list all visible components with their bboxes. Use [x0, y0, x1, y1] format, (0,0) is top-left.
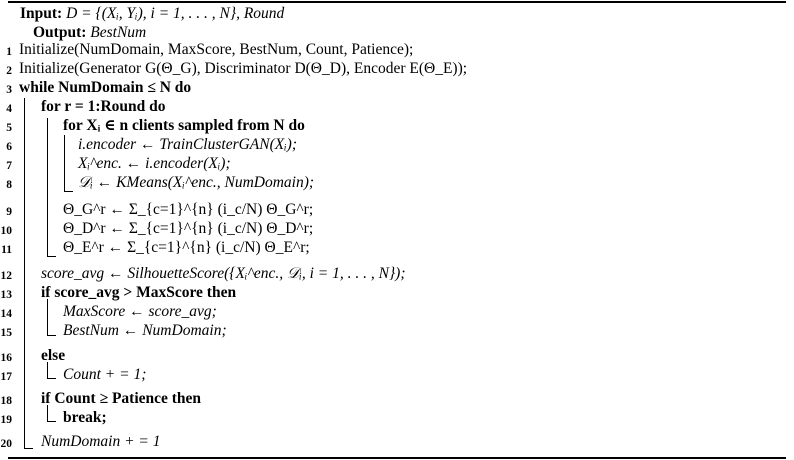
line-number: 8	[6, 179, 12, 191]
line-number: 4	[6, 103, 12, 115]
line-text: NumDomain + = 1	[41, 433, 161, 450]
line-text: Θ_G^r ← Σ_{c=1}^{n} (i_c/N) Θ_G^r;	[63, 201, 314, 218]
for-round-block-gutter	[47, 118, 56, 257]
line-text: Θ_D^r ← Σ_{c=1}^{n} (i_c/N) Θ_D^r;	[63, 220, 314, 237]
if-score-block-gutter	[47, 299, 56, 336]
bottom-rule	[8, 457, 786, 459]
line-text: for r = 1:Round do	[41, 98, 166, 115]
input-label: Input:	[20, 5, 63, 22]
line-number: 12	[0, 270, 12, 282]
line-number: 6	[6, 141, 12, 153]
line-text: while NumDomain ≤ N do	[19, 79, 192, 96]
line-text: Θ_E^r ← Σ_{c=1}^{n} (i_c/N) Θ_E^r;	[63, 239, 310, 256]
line-number: 20	[0, 438, 12, 450]
line-text: Xᵢ^enc. ← i.encoder(Xᵢ);	[78, 155, 231, 172]
line-number: 16	[0, 352, 12, 364]
line-number: 18	[0, 395, 12, 407]
line-text: 𝒟ᵢ ← KMeans(Xᵢ^enc., NumDomain);	[78, 174, 315, 191]
line-text: if Count ≥ Patience then	[41, 390, 202, 407]
line-text: Initialize(NumDomain, MaxScore, BestNum, Count, Patience);	[19, 41, 414, 58]
line-text: if score_avg > MaxScore then	[41, 284, 237, 301]
line-number: 1	[6, 46, 12, 58]
line-number: 5	[6, 122, 12, 134]
line-number: 17	[0, 371, 12, 383]
line-number: 3	[6, 84, 12, 96]
line-number: 2	[6, 65, 12, 77]
for-clients-block-gutter	[64, 135, 73, 192]
line-text: Initialize(Generator G(Θ_G), Discriminator D(Θ_D), Encoder E(Θ_E));	[19, 60, 468, 77]
line-text: break;	[63, 409, 107, 426]
input-expr: D = {(Xᵢ, Yᵢ), i = 1, . . . , N}, Round	[66, 5, 285, 22]
line-number: 13	[0, 289, 12, 301]
line-text: else	[41, 347, 66, 364]
top-rule	[8, 1, 786, 3]
line-text: for Xᵢ ∈ n clients sampled from N do	[63, 117, 305, 134]
while-block-gutter	[24, 98, 33, 449]
line-number: 15	[0, 327, 12, 339]
output-label: Output:	[33, 24, 87, 41]
algorithm-input	[20, 4, 284, 24]
output-expr: BestNum	[90, 24, 147, 41]
line-text: BestNum ← NumDomain;	[63, 322, 227, 339]
line-text: MaxScore ← score_avg;	[63, 303, 217, 320]
line-text: score_avg ← SilhouetteScore({Xᵢ^enc., 𝒟ᵢ, i = 1, . . . , N});	[41, 265, 406, 282]
line-number: 10	[0, 225, 12, 237]
line-number: 7	[6, 160, 12, 172]
line-number: 9	[6, 206, 12, 218]
line-number: 11	[1, 244, 12, 256]
line-text: Count + = 1;	[63, 366, 147, 383]
line-text: i.encoder ← TrainClusterGAN(Xᵢ);	[78, 136, 298, 153]
line-number: 19	[0, 414, 12, 426]
line-number: 14	[0, 308, 12, 320]
